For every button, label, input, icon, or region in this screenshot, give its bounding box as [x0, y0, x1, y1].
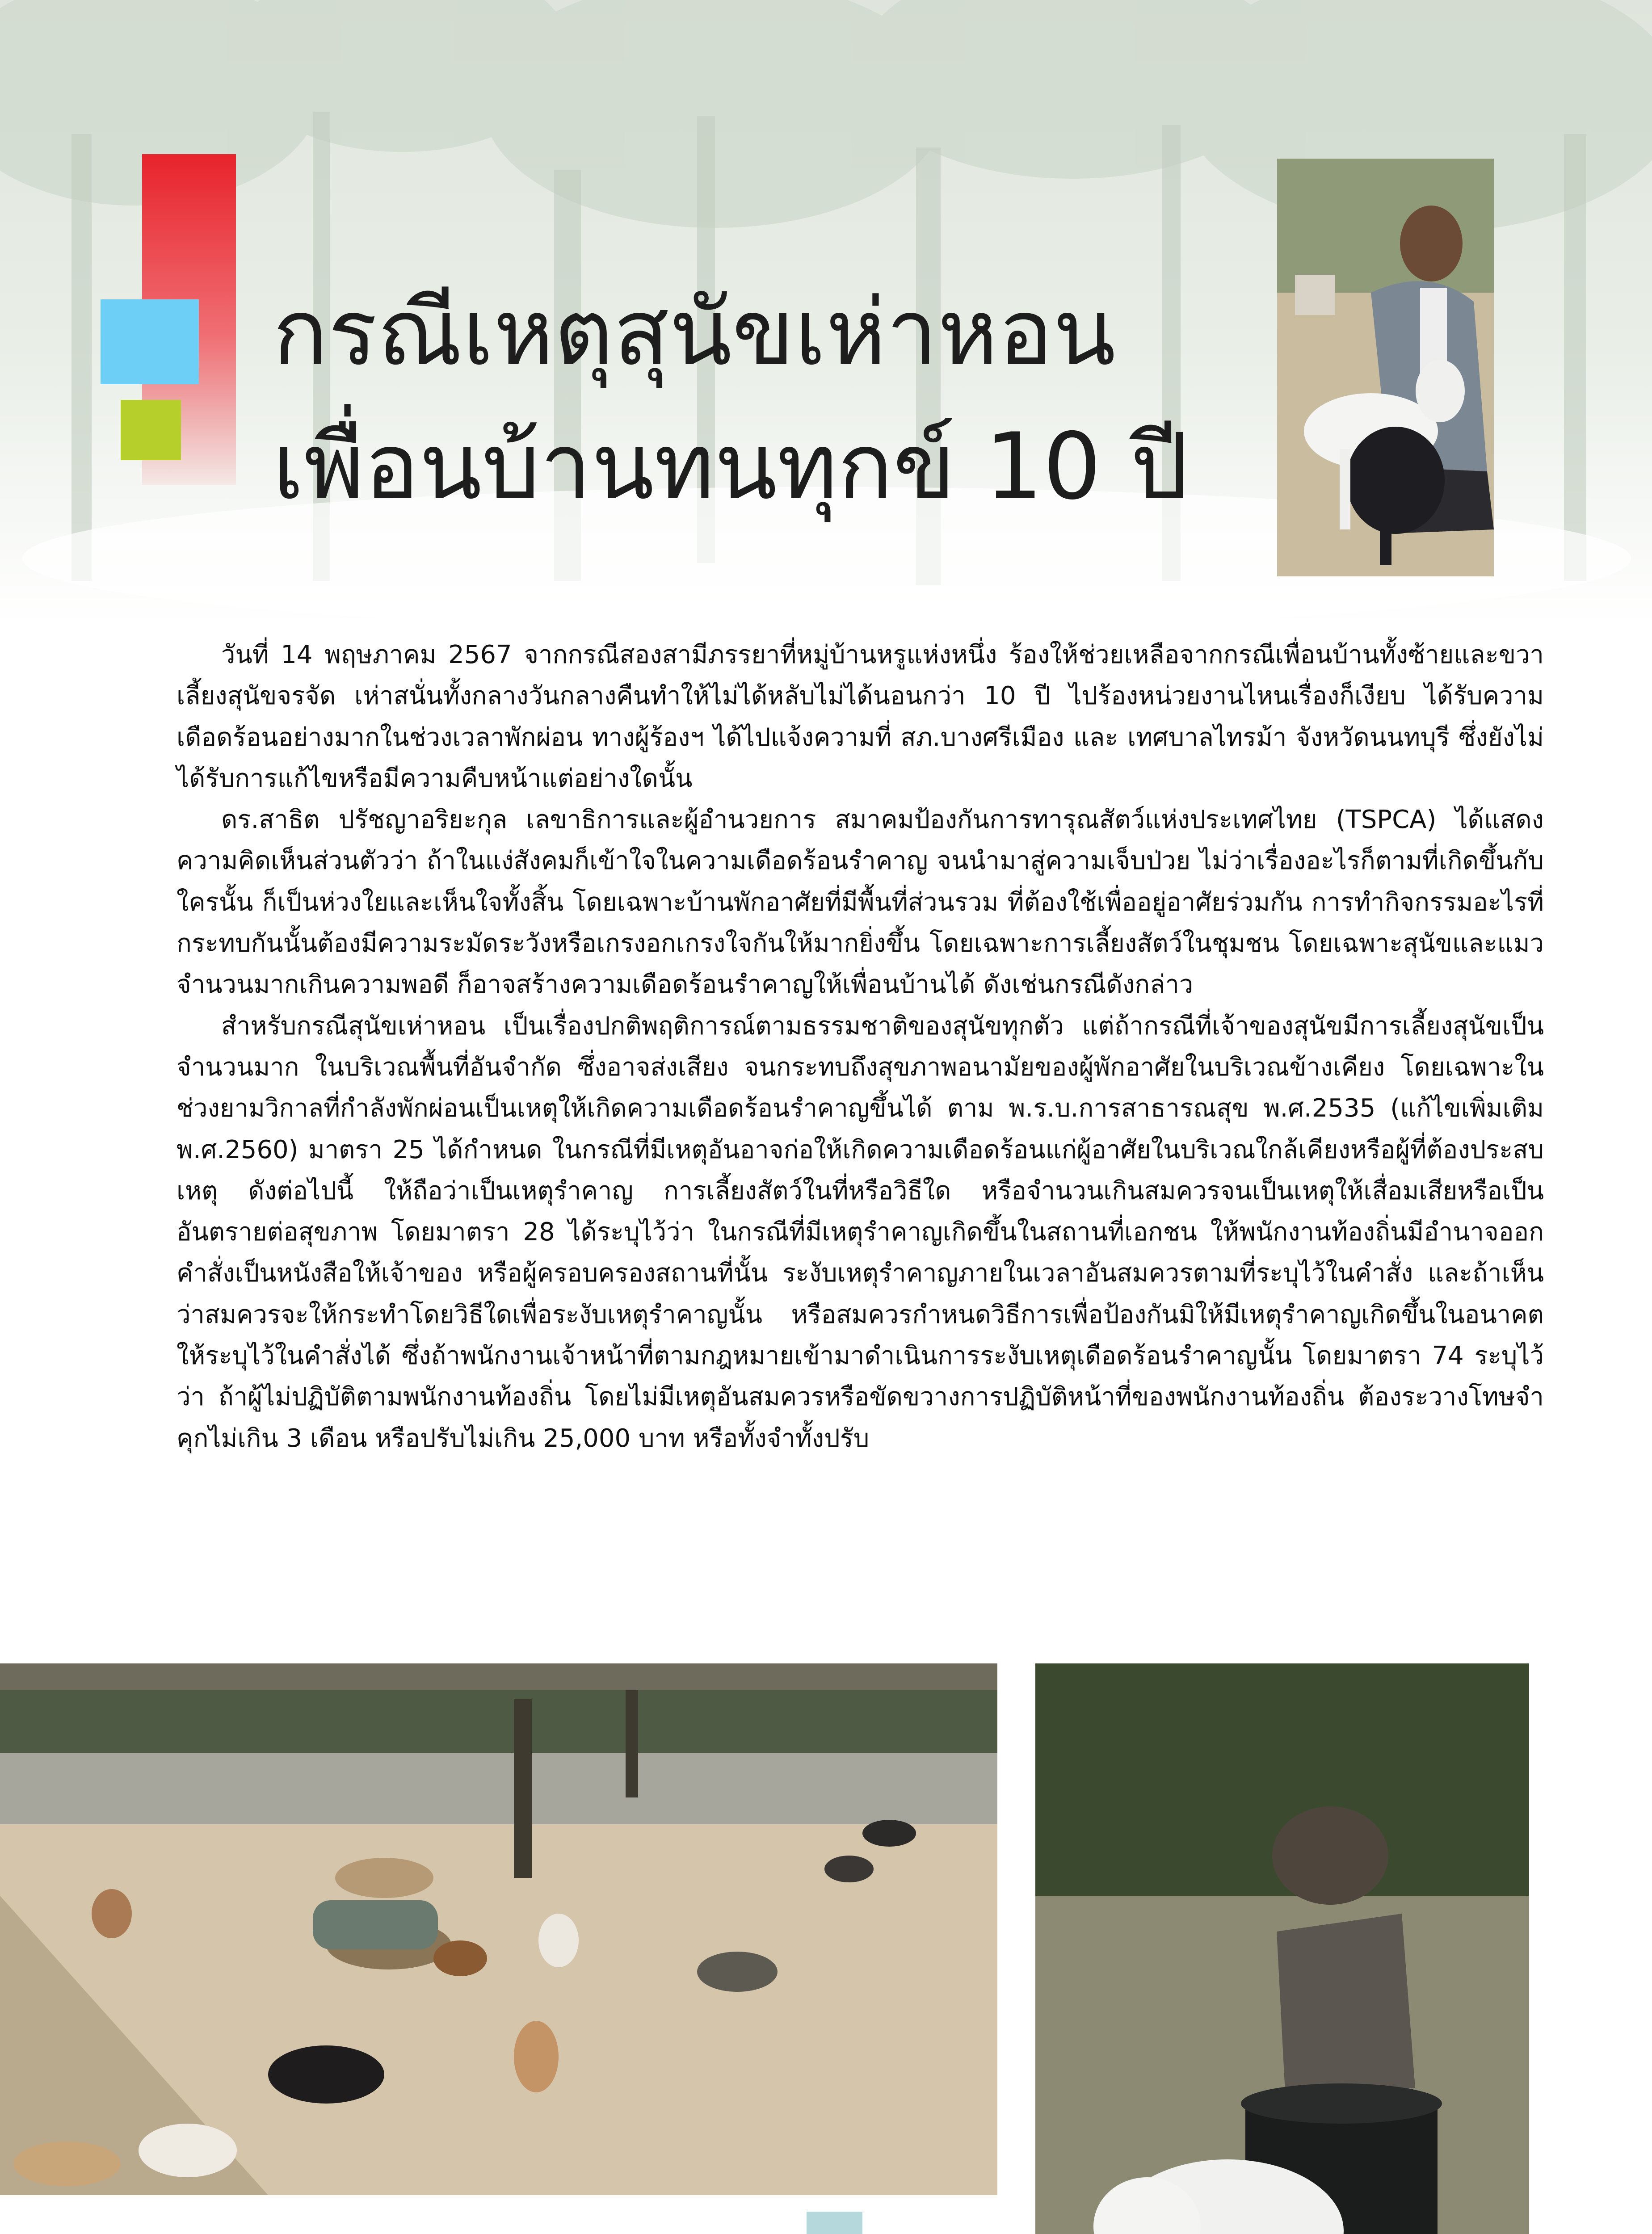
- paragraph-1: วันที่ 14 พฤษภาคม 2567 จากกรณีสองสามีภรรยาที่หมู่บ้านหรูแห่งหนึ่ง ร้องให้ช่วยเหลือจากกรณีเพื่อนบ้านทั้งซ้ายและขวา เลี้ยงสุนัขจรจัด เห่าสนั่นทั้งกลางวันกลางคืนทำให้ไม่ได้หลับไม่ได้นอนกว่า 10 ปี ไปร้องหน่วยงานไหนเรื่องก็เงียบ ได้รับความเดือดร้อนอย่างมากในช่วงเวลาพักผ่อน ทางผู้ร้องฯ ได้ไปแจ้งความที่ สภ.บางศรีเมือง และ เทศบาลไทรม้า จังหวัดนนทบุรี ซึ่งยังไม่ได้รับการแก้ไขหรือมีความคืบหน้าแต่อย่างใดนั้น: [177, 640, 1544, 793]
- accent-green-square: [121, 400, 181, 460]
- title-line-1: กรณีเหตุสุนัขเห่าหอน: [273, 280, 1116, 386]
- photo-dog-yard: [0, 1663, 997, 2195]
- paragraph-3: สำหรับกรณีสุนัขเห่าหอน เป็นเรื่องปกติพฤติการณ์ตามธรรมชาติของสุนัขทุกตัว แต่ถ้ากรณีที่เจ้าของสุนัขมีการเลี้ยงสุนัขเป็นจำนวนมาก ในบริเวณพื้นที่อันจำกัด ซึ่งอาจส่งเสียง จนกระทบถึงสุขภาพอนามัยของผู้พักอาศัยในบริเวณข้างเคียง โดยเฉพาะในช่วงยามวิกาลที่กำลังพักผ่อนเป็นเหตุให้เกิดความเดือดร้อนรำคาญขึ้นได้ ตาม พ.ร.บ.การสาธารณสุข พ.ศ.2535 (แก้ไขเพิ่มเติม พ.ศ.2560) มาตรา 25 ได้กำหนด ในกรณีที่มีเหตุอันอาจก่อให้เกิดความเดือดร้อนแก่ผู้อาศัยในบริเวณใกล้เคียงหรือผู้ที่ต้องประสบเหตุ ดังต่อไปนี้ ให้ถือว่าเป็นเหตุรำคาญ การเลี้ยงสัตว์ในที่หรือวิธีใด หรือจำนวนเกินสมควรจนเป็นเหตุให้เสื่อมเสียหรือเป็นอันตรายต่อสุขภาพ โดยมาตรา 28 ได้ระบุไว้ว่า ในกรณีที่มีเหตุรำคาญเกิดขึ้นในสถานที่เอกชน ให้พนักงานท้องถิ่นมีอำนาจออกคำสั่งเป็นหนังสือให้เจ้าของ หรือผู้ครอบครองสถานที่นั้น ระงับเหตุรำคาญภายในเวลาอันสมควรตามที่ระบุไว้ในคำสั่ง และถ้าเห็นว่าสมควรจะให้กระทำโดยวิธีใดเพื่อระงับเหตุรำคาญนั้น หรือสมควรกำหนดวิธีการเพื่อป้องกันมิให้มีเหตุรำคาญเกิดขึ้นในอนาคต ให้ระบุไว้ในคำสั่งได้ ซึ่งถ้าพนักงานเจ้าหน้าที่ตามกฎหมายเข้ามาดำเนินการระงับเหตุเดือดร้อนรำคาญนั้น โดยมาตรา 74 ระบุไว้ว่า ถ้าผู้ไม่ปฏิบัติตามพนักงานท้องถิ่น โดยไม่มีเหตุอันสมควรหรือขัดขวางการปฏิบัติหน้าที่ของพนักงานท้องถิ่น ต้องระวางโทษจำคุกไม่เกิน 3 เดือน หรือปรับไม่เกิน 25,000 บาท หรือทั้งจำทั้งปรับ: [177, 1011, 1544, 1453]
- page-number-box: [807, 2212, 862, 2234]
- article-body: [177, 634, 1544, 1459]
- article-title: [273, 266, 1211, 534]
- photo-man-with-dog: [1277, 159, 1494, 576]
- photo-two-dogs: [1035, 1663, 1529, 2234]
- title-line-2: เพื่อนบ้านทนทุกข์ 10 ปี: [273, 414, 1189, 520]
- paragraph-2: ดร.สาธิต ปรัชญาอริยะกุล เลขาธิการและผู้อำนวยการ สมาคมป้องกันการทารุณสัตว์แห่งประเทศไทย (TSPCA) ได้แสดงความคิดเห็นส่วนตัวว่า ถ้าในแง่สังคมก็เข้าใจในความเดือดร้อนรำคาญ จนนำมาสู่ความเจ็บป่วย ไม่ว่าเรื่องอะไรก็ตามที่เกิดขึ้นกับใครนั้น ก็เป็นห่วงใยและเห็นใจทั้งสิ้น โดยเฉพาะบ้านพักอาศัยที่มีพื้นที่ส่วนรวม ที่ต้องใช้เพื่ออยู่อาศัยร่วมกัน การทำกิจกรรมอะไรที่กระทบกันนั้นต้องมีความระมัดระวังหรือเกรงอกเกรงใจกันให้มากยิ่งขึ้น โดยเฉพาะการเลี้ยงสัตว์ในชุมชน โดยเฉพาะสุนัขและแมว จำนวนมากเกินความพอดี ก็อาจสร้างความเดือดร้อนรำคาญให้เพื่อนบ้านได้ ดังเช่นกรณีดังกล่าว: [177, 805, 1544, 999]
- accent-blue-square: [101, 299, 199, 384]
